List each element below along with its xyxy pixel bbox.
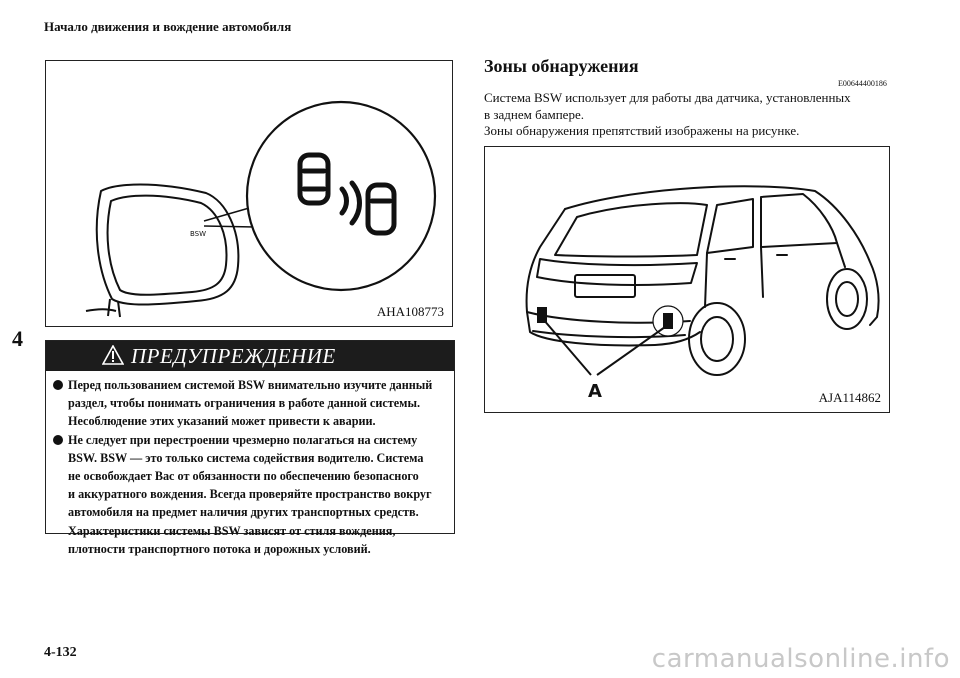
page-number: 4-132 bbox=[44, 645, 77, 660]
warning-line: автомобиля на предмет наличия других транспортных средств. bbox=[68, 505, 419, 520]
section-text bbox=[484, 90, 894, 140]
section-line: Система BSW использует для работы два датчика, установленных bbox=[484, 90, 851, 105]
section-title: Зоны обнаружения bbox=[484, 56, 639, 76]
chapter-tab: 4 bbox=[12, 326, 23, 351]
warning-line: и аккуратного вождения. Всегда проверяйте пространство вокруг bbox=[68, 487, 432, 502]
warning-triangle-icon bbox=[102, 345, 124, 365]
warning-item bbox=[52, 431, 450, 558]
page-header: Начало движения и вождение автомобиля bbox=[44, 19, 292, 34]
warning-line: раздел, чтобы понимать ограничения в работе данной системы. bbox=[68, 396, 421, 411]
warning-line: Характеристики системы BSW зависят от стиля вождения, bbox=[68, 523, 396, 538]
bullet-icon bbox=[53, 380, 63, 390]
car-illustration bbox=[485, 147, 889, 412]
figure-code: AJA114862 bbox=[818, 390, 881, 405]
section-code: E00644400186 bbox=[838, 79, 887, 88]
warning-title: ПРЕДУПРЕЖДЕНИЕ bbox=[131, 344, 336, 368]
warning-line: не освобождает Вас от обязанности по обеспечению безопасного bbox=[68, 469, 419, 484]
bullet-icon bbox=[53, 435, 63, 445]
figure-code: AHA108773 bbox=[376, 304, 444, 319]
sensor-label: A bbox=[588, 381, 602, 402]
watermark: carmanualsonline.info bbox=[651, 644, 950, 674]
warning-line: плотности транспортного потока и дорожных условий. bbox=[68, 541, 371, 556]
warning-line: Несоблюдение этих указаний может привести к аварии. bbox=[68, 414, 376, 429]
warning-body bbox=[52, 376, 450, 558]
warning-line: Не следует при перестроении чрезмерно полагаться на систему bbox=[68, 432, 418, 447]
section-line: Зоны обнаружения препятствий изображены на рисунке. bbox=[484, 123, 800, 138]
warning-header bbox=[46, 341, 454, 371]
warning-box bbox=[45, 340, 455, 556]
car-figure bbox=[484, 146, 890, 413]
warning-item bbox=[52, 376, 450, 431]
bsw-indicator-small: BSW bbox=[190, 230, 207, 238]
mirror-illustration bbox=[46, 61, 452, 326]
mirror-figure bbox=[45, 60, 453, 327]
warning-line: Перед пользованием системой BSW внимательно изучите данный bbox=[68, 378, 433, 392]
warning-line: BSW. BSW — это только система содействия водителю. Система bbox=[68, 450, 424, 465]
section-line: в заднем бампере. bbox=[484, 106, 584, 122]
